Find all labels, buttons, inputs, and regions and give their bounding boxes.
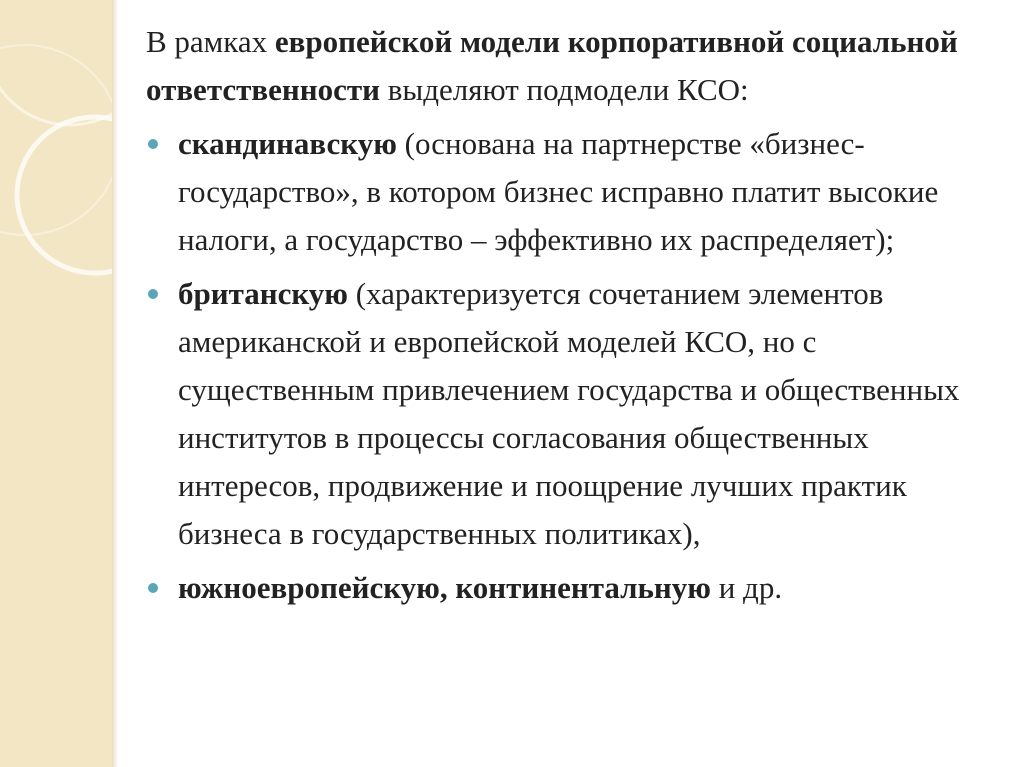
bullet-bold: британскую — [178, 276, 348, 311]
intro-paragraph — [146, 18, 1006, 114]
decorative-ring — [0, 0, 112, 125]
bullet-dot-icon — [148, 289, 158, 299]
intro-bold: европейской модели корпоративной социальной ответственности — [146, 24, 958, 107]
sidebar-edge — [112, 0, 118, 767]
bullet-bold: южноевропейскую, континентальную — [178, 570, 711, 605]
bullet-item — [146, 270, 1006, 558]
bullet-dot-icon — [148, 583, 158, 593]
intro-suffix: выделяют подмодели КСО: — [379, 72, 749, 107]
decorative-rings — [0, 0, 112, 767]
slide-content — [146, 18, 1006, 618]
bullet-text: (характеризуется сочетанием элементов американской и европейской моделей КСО, но с существенным привлечением государства и общественных институтов в процессы согласования общественных интересов, продвижение и поощрение лучших практик бизнеса в государственных политиках), — [178, 276, 960, 551]
bullet-bold: скандинавскую — [178, 126, 397, 161]
decorative-ring — [17, 117, 112, 273]
decorative-sidebar — [0, 0, 112, 767]
bullet-text: (основана на партнерстве «бизнес-государство», в котором бизнес исправно платит высокие налоги, а государство – эффективно их распределяет); — [178, 126, 939, 257]
bullet-dot-icon — [148, 139, 158, 149]
bullet-text: и др. — [710, 570, 783, 605]
bullet-item — [146, 564, 1006, 612]
bullet-list — [146, 120, 1006, 612]
bullet-item — [146, 120, 1006, 264]
intro-prefix: В рамках — [146, 24, 275, 59]
